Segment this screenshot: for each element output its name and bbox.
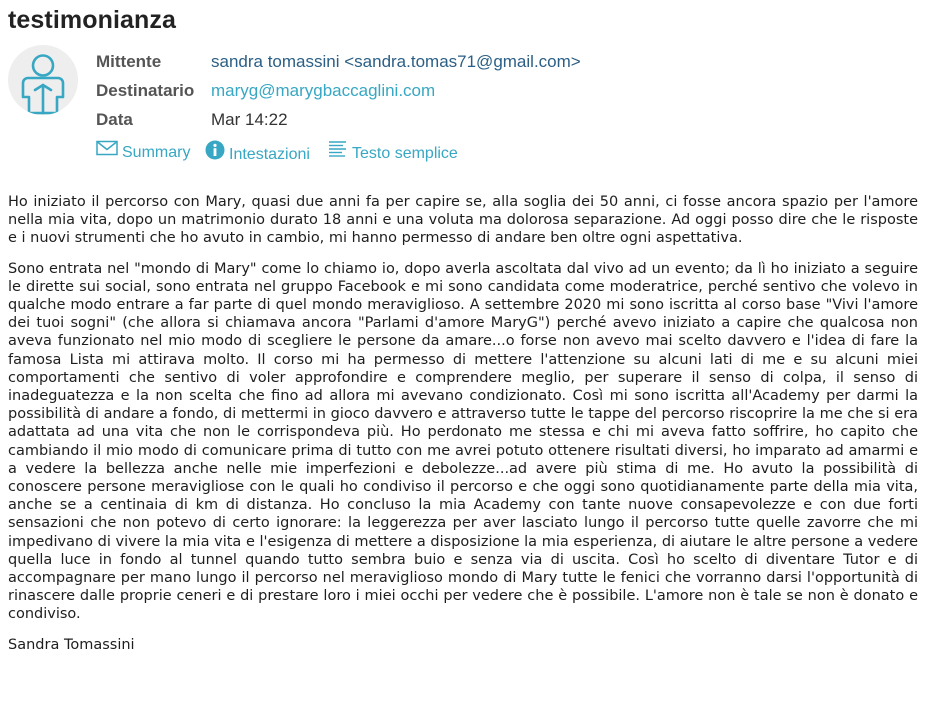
- from-label: Mittente: [96, 52, 162, 71]
- to-value[interactable]: maryg@marygbaccaglini.com: [211, 81, 436, 100]
- text-lines-icon: [328, 140, 348, 166]
- body-paragraph-2: Sono entrata nel "mondo di Mary" come lo chiamo io, dopo averla ascoltata dal vivo ad un evento; da lì ho iniziato a seguire le dirette sui social, sono entrata nel gruppo Facebook e mi sono candidata come moderatrice, perché sentivo che volevo in qualche modo entrare a far parte di quel mondo meraviglioso. A settembre 2020 mi sono iscritta al corso base "Vivi l'amore dei tuoi sogni" (che allora si chiamava ancora "Parlami d'amore MaryG") perché avevo iniziato a capire che qualcosa non aveva funzionato nel mio modo di scegliere le persone da amare...o forse non avevo mai scelto davvero e l'idea di fare la famosa Lista mi attirava molto. Il corso mi ha permesso di mettere l'attenzione su alcuni lati di me e su alcuni miei comportamenti che sentivo di voler approfondire e comprendere meglio, per superare il senso di colpa, il senso di inadeguatezza e la non scelta che fino ad allora mi avevano condizionato. Così mi sono iscritta all'Academy per darmi la possibilità di andare a fondo, di mettermi in gioco davvero e attraverso tutte le tappe del percorso riscoprire la me che si era adattata ad una vita che non le corrispondeva più. Ho perdonato me stessa e chi mi aveva fatto soffrire, ho capito che cambiando il mio modo di comunicare prima di tutto con me avrei potuto ottenere risultati diversi, ho imparato ad amarmi e a vedere la bellezza anche nelle mie imperfezioni e debolezze...ad avere più stima di me. Ho avuto la possibilità di conoscere persone meravigliose con le quali ho condiviso il percorso e che oggi sono quotidianamente parte della mia vita, anche se a centinaia di km di distanza. Ho concluso la mia Academy con tante nuove consapevolezze e con due forti sensazioni che non potevo di certo ignorare: la leggerezza per aver lasciato lungo il percorso tutte quelle zavorre che mi impedivano di vivere la mia vita e l'esigenza di mettere a disposizione la mia esperienza, di aiutare le altre persone a vedere quella luce in fondo al tunnel quando tutto sembra buio e senza via di uscita. Così ho scelto di diventare Tutor e di accompagnare per mano lungo il percorso nel meraviglioso mondo di Mary tutte le fenici che vorranno darsi l'opportunità di rinascere dalle proprie ceneri e di prestare loro i miei occhi per vedere che è possibile. L'amore non è tale se non è donato e condiviso.: [8, 260, 918, 623]
- headers-label: Intestazioni: [229, 146, 310, 163]
- date-label: Data: [96, 110, 133, 129]
- body-signature: Sandra Tomassini: [8, 636, 135, 653]
- summary-button[interactable]: [96, 141, 190, 165]
- headers-button[interactable]: [205, 141, 310, 165]
- message-body: [8, 193, 918, 666]
- date-value: Mar 14:22: [211, 110, 288, 129]
- summary-label: Summary: [122, 144, 191, 161]
- plaintext-button[interactable]: [328, 141, 458, 165]
- user-avatar-icon: [8, 45, 78, 115]
- sender-avatar: [8, 45, 78, 115]
- message-subject: testimonianza: [8, 6, 176, 34]
- info-icon: [205, 140, 225, 168]
- plaintext-label: Testo semplice: [352, 145, 458, 162]
- to-label: Destinatario: [96, 81, 195, 100]
- body-paragraph-1: Ho iniziato il percorso con Mary, quasi due anni fa per capire se, alla soglia dei 50 anni, ci fosse ancora spazio per l'amore nella mia vita, dopo un matrimonio durato 18 anni e una voluta ma dolorosa separazione. Ad oggi posso dire che le risposte e i nuovi strumenti che ho avuto in cambio, mi hanno permesso di andare ben oltre ogni aspettativa.: [8, 194, 918, 247]
- envelope-icon: [96, 140, 118, 164]
- from-value[interactable]: sandra tomassini <sandra.tomas71@gmail.com>: [211, 52, 581, 71]
